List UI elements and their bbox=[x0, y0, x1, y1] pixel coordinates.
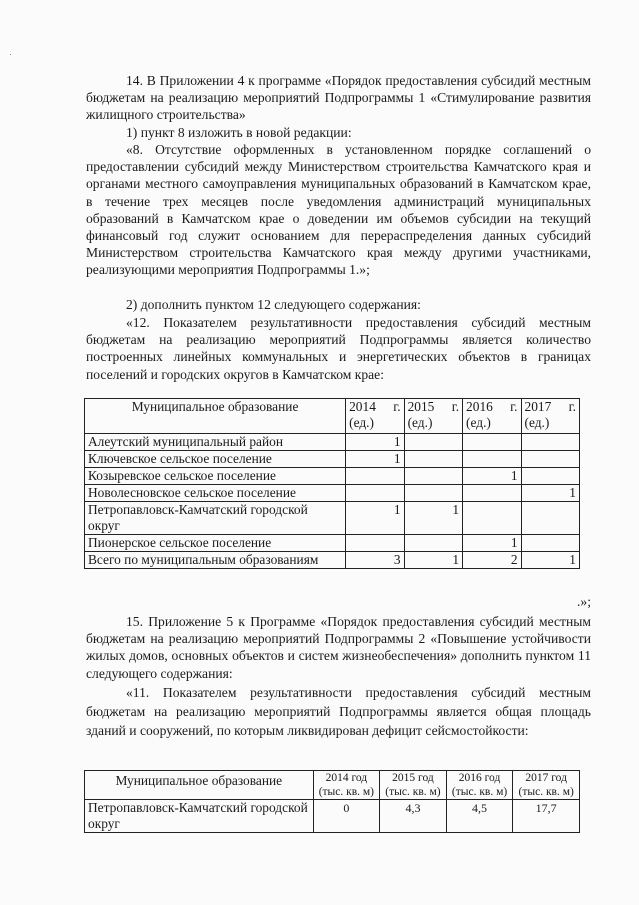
cell-name: Петропавловск-Камчатский городской округ bbox=[85, 800, 314, 833]
cell-value bbox=[521, 502, 579, 535]
table-header-row bbox=[85, 771, 580, 800]
cell-value bbox=[346, 535, 404, 552]
header-municipality: Муниципальное образование bbox=[85, 771, 314, 800]
table-row bbox=[85, 502, 580, 535]
header-2014: 2014 г. (ед.) bbox=[346, 399, 404, 434]
cell-value bbox=[463, 502, 521, 535]
paragraph-15-quote-11: «11. Показателем результативности предоставления субсидий местным бюджетам на реализацию мероприятий Подпрограммы является общая площадь зданий и сооружений, по которым ликвидирован дефицит сейсмостойкости: bbox=[86, 685, 591, 738]
paragraph-14: 14. В Приложении 4 к программе «Порядок предоставления субсидий местным бюджетам на реализацию мероприятий Подпрограммы 1 «Стимулирование развития жилищного строительства» bbox=[86, 73, 591, 123]
cell-value: 1 bbox=[463, 468, 521, 485]
header-2014: 2014 год (тыс. кв. м) bbox=[313, 771, 380, 800]
cell-value bbox=[404, 451, 462, 468]
cell-value bbox=[521, 535, 579, 552]
cell-value bbox=[463, 485, 521, 502]
paragraph-14-quote-8: «8. Отсутствие оформленных в установленном порядке соглашений о предоставлении субсидий между Министерством строительства Камчатского края и органами местного самоуправления муниципальных образований в Камчатском крае, в течение трех месяцев после уведомления администраций муниципальных образований в Камчатском крае о доведении им объемов субсидии на текущий финансовый год служит основанием для перераспределения данных субсидий Министерством строительства Камчатского края между другими участниками, реализующими мероприятия Подпрограммы 1.»; bbox=[86, 142, 591, 278]
cell-value bbox=[404, 468, 462, 485]
cell-name: Всего по муниципальным образованиям bbox=[85, 552, 346, 569]
scan-speck bbox=[10, 54, 11, 55]
header-2016: 2016 г. (ед.) bbox=[463, 399, 521, 434]
cell-name: Новолесновское сельское поселение bbox=[85, 485, 346, 502]
cell-value: 4,5 bbox=[446, 800, 513, 833]
table-row bbox=[85, 468, 580, 485]
table-seismic-area bbox=[84, 770, 580, 833]
paragraph-14-quote-12: «12. Показателем результативности предоставления субсидий местным бюджетам на реализацию мероприятий Подпрограммы является количество построенных линейных коммунальных и энергетических объектов в границах поселений и городских округов в Камчатском крае: bbox=[86, 315, 591, 382]
cell-value: 3 bbox=[346, 552, 404, 569]
paragraph-15: 15. Приложение 5 к Программе «Порядок предоставления субсидий местным бюджетам на реализацию мероприятий Подпрограммы 2 «Повышение устойчивости жилых домов, основных объектов и систем жизнеобеспечения» дополнить пунктом 11 следующего содержания: bbox=[86, 614, 591, 681]
header-2016: 2016 год (тыс. кв. м) bbox=[446, 771, 513, 800]
table-row bbox=[85, 485, 580, 502]
cell-value bbox=[521, 434, 579, 451]
cell-value: 1 bbox=[346, 502, 404, 535]
table-header-row bbox=[85, 399, 580, 434]
cell-value: 1 bbox=[346, 451, 404, 468]
cell-value: 1 bbox=[463, 535, 521, 552]
cell-value: 17,7 bbox=[513, 800, 580, 833]
header-2017: 2017 г. (ед.) bbox=[521, 399, 579, 434]
header-2017: 2017 год (тыс. кв. м) bbox=[513, 771, 580, 800]
cell-value bbox=[404, 485, 462, 502]
paragraph-14-item-2: 2) дополнить пунктом 12 следующего содержания: bbox=[126, 297, 421, 312]
table-row bbox=[85, 535, 580, 552]
cell-value bbox=[521, 468, 579, 485]
cell-value: 1 bbox=[521, 485, 579, 502]
cell-value: 4,3 bbox=[380, 800, 447, 833]
cell-value: 1 bbox=[404, 552, 462, 569]
cell-name: Козыревское сельское поселение bbox=[85, 468, 346, 485]
table-row bbox=[85, 434, 580, 451]
cell-value bbox=[346, 485, 404, 502]
table-linear-objects bbox=[84, 398, 580, 569]
header-2015: 2015 год (тыс. кв. м) bbox=[380, 771, 447, 800]
paragraph-14-item-1: 1) пункт 8 изложить в новой редакции: bbox=[126, 125, 352, 140]
table-row bbox=[85, 800, 580, 833]
cell-value bbox=[463, 451, 521, 468]
cell-value: 1 bbox=[521, 552, 579, 569]
header-2015: 2015 г. (ед.) bbox=[404, 399, 462, 434]
cell-value bbox=[404, 434, 462, 451]
cell-name: Ключевское сельское поселение bbox=[85, 451, 346, 468]
cell-name: Петропавловск-Камчатский городской округ bbox=[85, 502, 346, 535]
table-row bbox=[85, 451, 580, 468]
cell-value: 0 bbox=[313, 800, 380, 833]
cell-value: 2 bbox=[463, 552, 521, 569]
cell-name: Пионерское сельское поселение bbox=[85, 535, 346, 552]
cell-value: 1 bbox=[404, 502, 462, 535]
cell-value: 1 bbox=[346, 434, 404, 451]
header-municipality: Муниципальное образование bbox=[85, 399, 346, 434]
cell-value bbox=[463, 434, 521, 451]
cell-value bbox=[404, 535, 462, 552]
quote-end-mark: .»; bbox=[577, 594, 591, 609]
table-total-row bbox=[85, 552, 580, 569]
cell-value bbox=[346, 468, 404, 485]
cell-name: Алеутский муниципальный район bbox=[85, 434, 346, 451]
cell-value bbox=[521, 451, 579, 468]
